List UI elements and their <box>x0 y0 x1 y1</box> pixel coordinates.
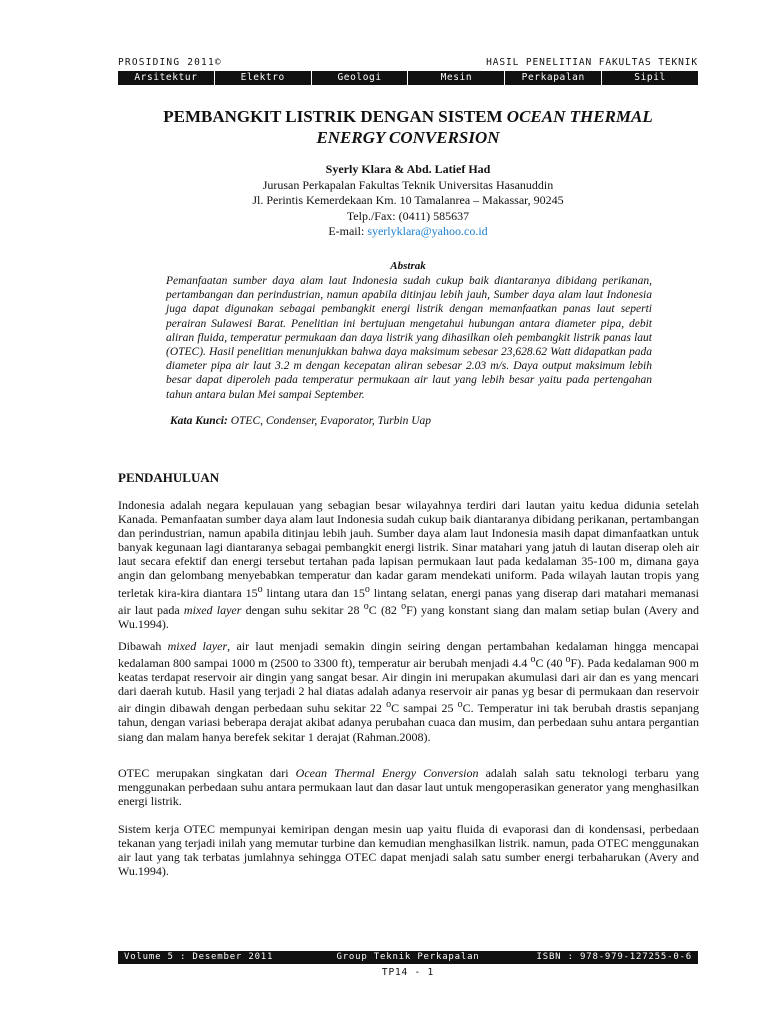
paragraph-1: Indonesia adalah negara kepulauan yang sebagian besar wilayahnya terdiri dari lautan yaitu kedua didunia setelah Kanada. Pemanfaatan sumber daya alam laut Indonesia sudah cukup baik diantaranya dibidang perikanan, pertambangan dan perindustrian, namun apabila ditinjau lebih jauh. Sumber daya alam laut Indonesia masih dapat dimanfaatkan untuk banyak kegunaan lagi diantaranya sebagai pembangkit energi listrik. Sinar matahari yang jatuh di lautan diserap oleh air laut secara efektif dan energi tersebut tertahan pada lapisan permukaan laut pada kedalaman 35-100 m, dimana gaya angin dan gelombang menyebabkan temperatur dan kadar garam mendekati uniform. Pada wilayah lautan tropis yang terletak kira-kira diantara 15$^o$ lintang utara dan 15$^o$ lintang selatan, energi panas yang diserap dari matahari memanasi air laut pada mixed layer dengan suhu sekitar 28 $^o$C (82 $^o$F) yang konstant siang dan malam setiap bulan (Avery and Wu.1994). <box>118 498 699 631</box>
footer-bar <box>118 951 698 964</box>
running-header <box>118 57 698 69</box>
faculty-label: HASIL PENELITIAN FAKULTAS TEKNIK <box>486 57 698 68</box>
title-normal: PEMBANGKIT LISTRIK DENGAN SISTEM <box>163 107 507 126</box>
section-heading: PENDAHULUAN <box>118 470 220 485</box>
paper-title <box>118 106 698 148</box>
email-label: E-mail: <box>328 224 368 238</box>
author-block <box>118 162 698 240</box>
group-label: Group Teknik Perkapalan <box>336 952 480 962</box>
department-bar <box>118 71 698 85</box>
keywords <box>170 415 431 427</box>
isbn-label: ISBN : 978-979-127255-0-6 <box>536 952 692 962</box>
volume-label: Volume 5 : Desember 2011 <box>124 952 274 962</box>
dept-geologi: Geologi <box>312 71 409 85</box>
author-names: Syerly Klara & Abd. Latief Had <box>325 162 491 176</box>
title-italic-1: OCEAN THERMAL <box>506 107 653 126</box>
dept-elektro: Elektro <box>215 71 312 85</box>
keywords-value: OTEC, Condenser, Evaporator, Turbin Uap <box>227 415 432 427</box>
abstract-heading: Abstrak <box>390 260 426 272</box>
dept-arsitektur: Arsitektur <box>118 71 215 85</box>
page-number: TP14 - 1 <box>381 967 435 978</box>
email-link[interactable]: syerlyklara@yahoo.co.id <box>367 224 488 238</box>
affiliation: Jurusan Perkapalan Fakultas Teknik Universitas Hasanuddin <box>262 177 554 192</box>
phone: Telp./Fax: (0411) 585637 <box>346 208 470 223</box>
proceedings-label: PROSIDING 2011© <box>118 57 222 68</box>
keywords-label: Kata Kunci: <box>170 415 228 427</box>
paragraph-2: Dibawah mixed layer, air laut menjadi semakin dingin seiring dengan pertambahan kedalaman hingga mencapai kedalaman 800 sampai 1000 m (2500 to 3300 ft), temperatur air berubah menjadi 4.4 $^o$C (40 $^o$F). Pada kedalaman 900 m keatas terdapat reservoir air dingin yang sangat besar. Air dingin ini merupakan akumulasi dari air dan es yang mencari dari daerah kutub. Hasil yang terjadi 2 hal diatas adalah adanya reservoir air panas yg besar di permukaan dan reservoir air dingin dibawah dengan perbedaan suhu sekitar 22 $^o$C sampai 25 $^o$C. Temperatur ini tak berubah drastis sepanjang tahun, dengan variasi beberapa derajat akibat adanya perubahan cuaca dan musim, dan perbedaan suhu antara pergantian siang dan malam hanya berefek sekitar 1 derajat (Rahman.2008). <box>118 639 700 744</box>
paragraph-3: OTEC merupakan singkatan dari Ocean Thermal Energy Conversion adalah salah satu teknologi terbaru yang menggunakan perbedaan suhu antara permukaan laut dan dasar laut untuk mengoperasikan generator yang menghasilkan energi listrik. <box>118 766 699 809</box>
address: Jl. Perintis Kemerdekaan Km. 10 Tamalanrea – Makassar, 90245 <box>252 193 564 207</box>
dept-perkapalan: Perkapalan <box>505 71 602 85</box>
paragraph-4: Sistem kerja OTEC mempunyai kemiripan dengan mesin uap yaitu fluida di evaporasi dan di kondensasi, perbedaan tekanan yang terjadi inilah yang memutar turbine dan kemudian menghasilkan listrik. namun, pada OTEC menggunakan air laut yang tak terbatas jumlahnya sehingga OTEC dapat menjadi salah satu sumber energi terbaharukan (Avery and Wu.1994). <box>118 822 699 879</box>
dept-mesin: Mesin <box>408 71 505 85</box>
title-italic-2: ENERGY CONVERSION <box>316 128 500 147</box>
dept-sipil: Sipil <box>634 72 666 83</box>
abstract-text: Pemanfaatan sumber daya alam laut Indonesia sudah cukup baik diantaranya dibidang perikanan, pertambangan dan perindustrian, namun apabila ditinjau lebih jauh, Sumber daya alam laut Indonesia juga dapat digunakan sebagai pembangkit energi listrik dengan memanfaatkan panas laut seperti perairan Sulawesi Barat. Penelitian ini bertujuan mengetahui hubungan antara diameter pipa, debit aliran fluida, temperatur permukaan dan daya listrik yang dihasilkan oleh pembangkit listrik panas laut (OTEC). Hasil penelitian menunjukkan bahwa daya maksimum sebesar 23,628.62 Watt didapatkan pada diameter pipa air laut 3.2 m dengan kecepatan aliran sebesar 2.03 m/s. Daya output maksimum lebih besar dapat diperoleh pada temperatur permukaan air laut yang lebih besar yaitu pada pertengahan tahun antara bulan Mei sampai September. <box>166 275 652 401</box>
